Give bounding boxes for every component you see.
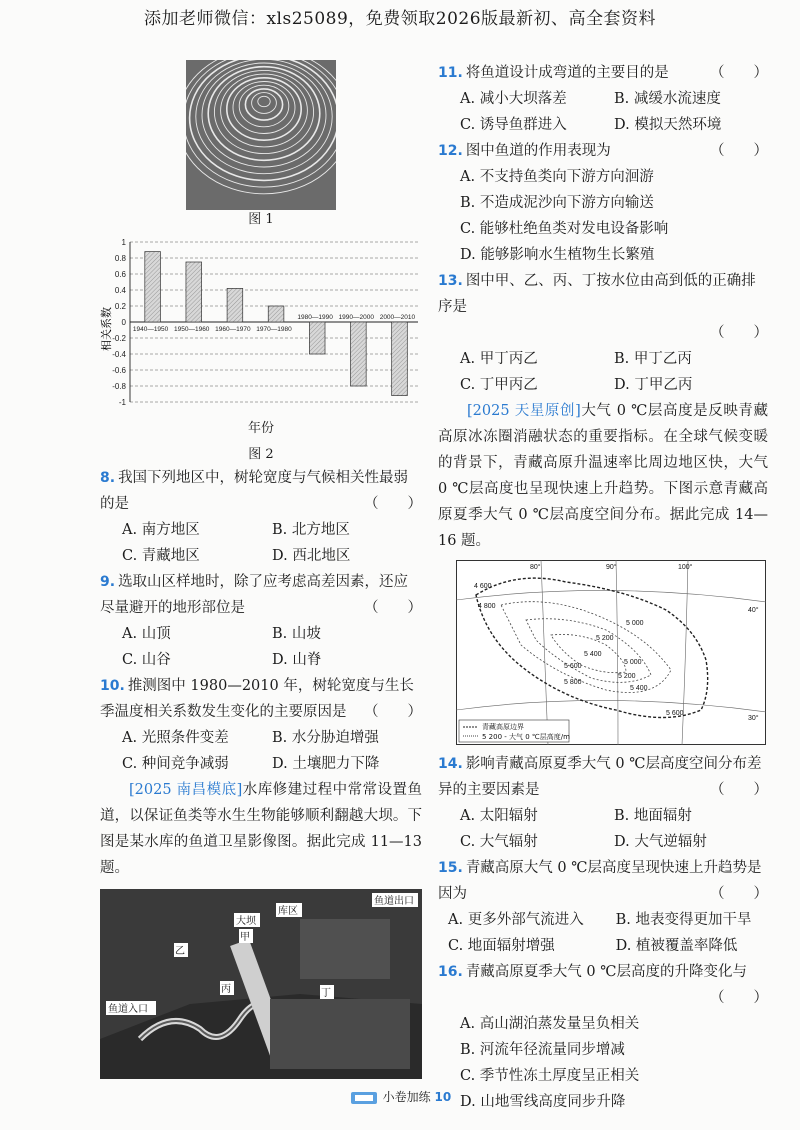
y-tick-label: 0.6 [114, 270, 126, 279]
lon-label: 100° [678, 564, 693, 571]
options-11 [438, 86, 768, 138]
question-number: 10. [100, 678, 125, 694]
lat-label: 40° [748, 607, 759, 614]
question-number: 9. [100, 574, 116, 590]
question-text: 图中鱼道的作用表现为 [465, 143, 611, 159]
plateau-freezing-level-map [456, 560, 766, 745]
figure-1-caption: 图 1 [248, 212, 274, 227]
chart-ylabel: 相关系数 [100, 307, 113, 351]
correlation-chart [100, 234, 422, 419]
y-tick-label: 0.4 [114, 286, 126, 295]
y-tick-label: -0.8 [112, 382, 126, 391]
question-11 [438, 60, 768, 86]
question-10 [100, 673, 422, 725]
lon-label: 90° [606, 564, 617, 571]
question-text: 我国下列地区中，树轮宽度与气候相关性最弱的是 [100, 470, 409, 512]
option[interactable]: A. 光照条件变差 [122, 730, 229, 746]
question-number: 14. [438, 756, 463, 772]
x-tick-label: 1980—1990 [297, 314, 333, 321]
question-text: 推测图中 1980—2010 年，树轮宽度与生长季温度相关系数发生变化的主要原因是 [100, 678, 414, 720]
page-footer [0, 1088, 800, 1107]
lon-label: 80° [530, 564, 541, 571]
options-9 [100, 621, 422, 673]
answer-blank[interactable]: （ ） [710, 886, 768, 902]
contour-label: 5 200 [596, 635, 614, 642]
y-tick-label: -0.6 [112, 366, 126, 375]
answer-blank[interactable]: （ ） [710, 990, 768, 1006]
option[interactable]: A. 甲丁丙乙 [460, 351, 538, 367]
option[interactable]: B. 北方地区 [272, 522, 350, 538]
y-tick-label: -0.4 [112, 350, 126, 359]
x-tick-label: 1970—1980 [256, 326, 292, 333]
label-dam: 大坝 [236, 916, 256, 927]
option[interactable]: D. 能够影响水生植物生长繁殖 [460, 247, 655, 263]
option[interactable]: B. 减缓水流速度 [614, 91, 721, 107]
left-column [100, 60, 422, 1079]
label-jia: 甲 [240, 932, 250, 943]
right-column [438, 60, 768, 1115]
label-fishway-entrance: 鱼道入口 [108, 1004, 148, 1015]
option[interactable]: A. 太阳辐射 [460, 808, 538, 824]
option[interactable]: C. 山谷 [122, 652, 171, 668]
label-bing: 丙 [221, 984, 231, 995]
options-14 [438, 803, 768, 855]
question-number: 12. [438, 143, 463, 159]
options-15 [438, 907, 768, 959]
option[interactable]: A. 山顶 [122, 626, 171, 642]
contour-label: 5 600 [564, 663, 582, 670]
question-14 [438, 751, 768, 803]
chart-bar [309, 322, 325, 354]
question-number: 16. [438, 964, 463, 980]
question-15 [438, 855, 768, 907]
option[interactable]: D. 模拟天然环境 [614, 117, 722, 133]
option[interactable]: A. 不支持鱼类向下游方向洄游 [460, 169, 654, 185]
label-yi: 乙 [175, 946, 185, 957]
x-tick-label: 2000—2010 [379, 314, 416, 321]
option[interactable]: C. 大气辐射 [460, 834, 538, 850]
option[interactable]: B. 地表变得更加干旱 [615, 912, 752, 928]
question-text: 青藏高原大气 0 ℃层高度呈现快速上升趋势是因为 [438, 860, 762, 902]
option[interactable]: B. 山坡 [272, 626, 321, 642]
question-text: 图中甲、乙、丙、丁按水位由高到低的正确排序是 [438, 273, 756, 315]
contour-label: 5 800 [564, 679, 582, 686]
options-8 [100, 517, 422, 569]
promo-banner: 添加老师微信：xls25089，免费领取2026版最新初、高全套资料 [143, 9, 657, 29]
contour-label: 5 400 [630, 685, 648, 692]
x-tick-label: 1940—1950 [132, 326, 169, 333]
options-10 [100, 725, 422, 777]
option[interactable]: C. 青藏地区 [122, 548, 200, 564]
question-text: 影响青藏高原夏季大气 0 ℃层高度空间分布差异的主要因素是 [438, 756, 762, 798]
question-16 [438, 959, 768, 1011]
option[interactable]: B. 河流年径流量同步增减 [460, 1042, 625, 1058]
contour-label: 5 200 [618, 673, 636, 680]
option[interactable]: C. 诱导鱼群进入 [460, 117, 567, 133]
option[interactable]: A. 南方地区 [122, 522, 200, 538]
contour-label: 5 600 [666, 710, 684, 717]
chart-bar [268, 306, 284, 322]
question-number: 8. [100, 470, 116, 486]
y-tick-label: 0.8 [114, 254, 126, 263]
x-tick-label: 1990—2000 [338, 314, 374, 321]
answer-blank[interactable]: （ ） [364, 496, 422, 512]
tree-ring-figure [186, 60, 336, 210]
option[interactable]: B. 甲丁乙丙 [614, 351, 692, 367]
y-tick-label: 0.2 [114, 302, 126, 311]
answer-blank[interactable]: （ ） [710, 325, 768, 341]
chart-bar [351, 322, 367, 386]
answer-blank[interactable]: （ ） [710, 65, 768, 81]
intro-text: 水库修建过程中常常设置鱼道，以保证鱼类等水生生物能够顺利翻越大坝。下图是某水库的鱼道卫星影像图。据此完成 11—13 题。 [100, 782, 423, 876]
option[interactable]: C. 能够杜绝鱼类对发电设备影响 [460, 221, 669, 237]
option[interactable]: D. 大气逆辐射 [614, 834, 707, 850]
contour-label: 5 400 [584, 651, 602, 658]
question-13 [438, 268, 768, 346]
lat-label: 30° [748, 715, 759, 722]
intro-14-16 [438, 398, 768, 554]
chart-bar [227, 288, 243, 322]
option[interactable]: D. 丁甲乙丙 [614, 377, 693, 393]
x-tick-label: 1950—1960 [174, 326, 210, 333]
source-tag: [2025 南昌模底] [129, 782, 243, 798]
option[interactable]: C. 地面辐射增强 [448, 938, 555, 954]
contour-label: 5 000 [626, 620, 644, 627]
option[interactable]: D. 植被覆盖率降低 [615, 938, 738, 954]
legend-freezing-level: 5 200 - 大气 0 ℃层高度/m [482, 733, 570, 741]
chart-bar [392, 322, 408, 396]
question-number: 15. [438, 860, 463, 876]
answer-blank[interactable]: （ ） [710, 782, 768, 798]
y-tick-label: 1 [121, 238, 126, 247]
option[interactable]: D. 土壤肥力下降 [272, 756, 380, 772]
x-tick-label: 1960—1970 [215, 326, 251, 333]
y-tick-label: -0.2 [112, 334, 126, 343]
option[interactable]: B. 地面辐射 [614, 808, 692, 824]
chart-xlabel: 年份 [247, 421, 274, 436]
footer-title: 小卷加练 [382, 1090, 431, 1104]
label-reservoir: 库区 [278, 906, 298, 917]
option[interactable]: D. 山地雪线高度同步升降 [460, 1094, 626, 1110]
option[interactable]: D. 西北地区 [272, 548, 351, 564]
options-12 [438, 164, 768, 268]
option[interactable]: D. 山脊 [272, 652, 322, 668]
option[interactable]: C. 季节性冻土厚度呈正相关 [460, 1068, 640, 1084]
question-number: 13. [438, 273, 463, 289]
option[interactable]: B. 不造成泥沙向下游方向输送 [460, 195, 654, 211]
contour-label: 4 600 [474, 583, 492, 590]
label-fishway-exit: 鱼道出口 [374, 896, 414, 907]
option[interactable]: A. 更多外部气流进入 [448, 912, 584, 928]
question-text: 选取山区样地时，除了应考虑高差因素，还应尽量避开的地形部位是 [100, 574, 409, 616]
figure-2-caption: 图 2 [248, 447, 274, 462]
fishway-satellite-image [100, 889, 422, 1079]
chart-bar [186, 262, 202, 322]
question-text: 青藏高原夏季大气 0 ℃层高度的升降变化与 [465, 964, 747, 980]
option[interactable]: B. 水分胁迫增强 [272, 730, 379, 746]
option[interactable]: A. 减小大坝落差 [460, 91, 567, 107]
contour-label: 5 000 [624, 659, 642, 666]
option[interactable]: C. 种间竞争减弱 [122, 756, 229, 772]
y-tick-label: 0 [121, 318, 126, 327]
source-tag: [2025 天星原创] [467, 403, 581, 419]
options-13 [438, 346, 768, 398]
question-number: 11. [438, 65, 463, 81]
answer-blank[interactable]: （ ） [364, 704, 422, 720]
intro-11-13 [100, 777, 422, 881]
option[interactable]: A. 高山湖泊蒸发量呈负相关 [460, 1016, 640, 1032]
question-text: 将鱼道设计成弯道的主要目的是 [465, 65, 669, 81]
book-logo-icon [349, 1089, 379, 1107]
intro-text: 大气 0 ℃层高度是反映青藏高原冰冻圈消融状态的重要指标。在全球气候变暖的背景下，青藏高原升温速率比周边地区快，大气 0 ℃层高度也呈现快速上升趋势。下图示意青藏高原夏季大气 0 ℃层高度空间分布。据此完成 14—16 题。 [438, 403, 768, 549]
question-12 [438, 138, 768, 164]
contour-label: 4 800 [478, 603, 496, 610]
option[interactable]: C. 丁甲丙乙 [460, 377, 538, 393]
question-9 [100, 569, 422, 621]
answer-blank[interactable]: （ ） [364, 600, 422, 616]
chart-bar [145, 252, 161, 322]
answer-blank[interactable]: （ ） [710, 143, 768, 159]
legend-boundary: 青藏高原边界 [482, 723, 524, 731]
label-ding: 丁 [321, 988, 331, 999]
page-number: 10 [434, 1090, 452, 1104]
question-8 [100, 465, 422, 517]
y-tick-label: -1 [118, 398, 126, 407]
